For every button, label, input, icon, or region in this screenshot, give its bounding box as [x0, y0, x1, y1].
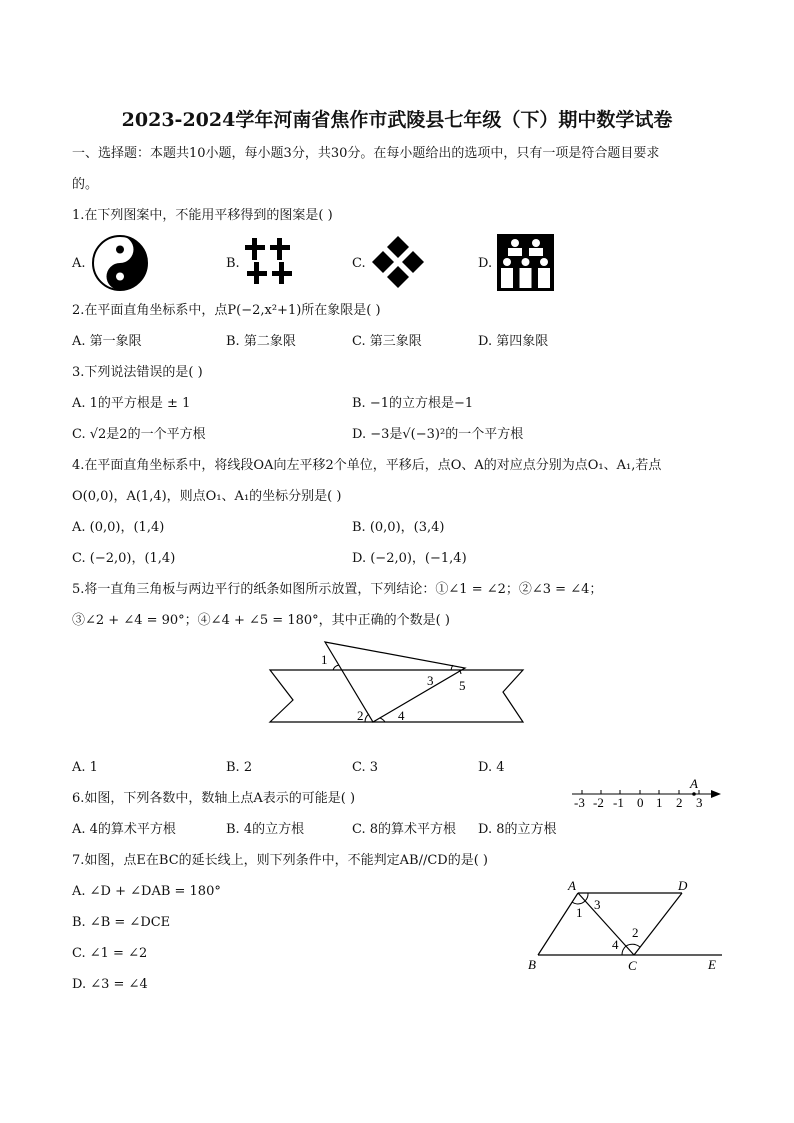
q7-angle-2: 2: [632, 925, 639, 940]
q7-point-d: D: [678, 878, 688, 893]
q6-tick-1: 1: [656, 795, 663, 810]
q6-point-a-label: A: [690, 776, 698, 791]
q5-angle-5: 5: [459, 678, 466, 693]
q4-stem-line2: O(0,0)，A(1,4)，则点O₁、A₁的坐标分别是( ): [72, 489, 342, 504]
q4-stem-line1: 4.在平面直角坐标系中，将线段OA向左平移2个单位，平移后，点O、A的对应点分别为点O₁、A₁,若点: [72, 458, 662, 473]
q3-option-c: C. √2是2的一个平方根: [72, 427, 206, 442]
section-instruction-line2: 的。: [72, 177, 99, 192]
q5-triangle-strip-figure: [265, 638, 530, 728]
q7-parallelogram-figure: [522, 875, 728, 975]
q1-stem: 1.在下列图案中，不能用平移得到的图案是( ): [72, 208, 333, 223]
q7-option-a: A. ∠D + ∠DAB = 180°: [72, 884, 221, 899]
q3-stem: 3.下列说法错误的是( ): [72, 365, 203, 380]
diamond-pattern-icon: [370, 234, 426, 290]
q6-option-c: C. 8的算术平方根: [352, 822, 457, 837]
page-title: 2023-2024学年河南省焦作市武陵县七年级（下）期中数学试卷: [121, 109, 673, 131]
q4-option-c: C. (−2,0)，(1,4): [72, 551, 176, 566]
q3-option-d: D. −3是√(−3)²的一个平方根: [352, 427, 524, 442]
q6-tick-3: 3: [696, 795, 703, 810]
q2-option-b: B. 第二象限: [226, 334, 296, 349]
q5-option-d: D. 4: [478, 760, 505, 775]
q4-option-a: A. (0,0)，(1,4): [72, 520, 165, 535]
q7-point-c: C: [628, 958, 637, 973]
q5-angle-1: 1: [321, 652, 328, 667]
q6-number-line: [568, 778, 724, 808]
section-instruction-line1: 一、选择题：本题共10小题，每小题3分，共30分。在每小题给出的选项中，只有一项是符合题目要求: [72, 146, 660, 161]
q5-option-a: A. 1: [72, 760, 98, 775]
q6-option-a: A. 4的算术平方根: [72, 822, 176, 837]
q2-option-a: A. 第一象限: [72, 334, 142, 349]
q6-tick-0: 0: [637, 795, 644, 810]
q7-option-d: D. ∠3 = ∠4: [72, 977, 148, 992]
q2-stem: 2.在平面直角坐标系中，点P(−2,x²+1)所在象限是( ): [72, 303, 381, 318]
q7-angle-1: 1: [576, 905, 583, 920]
q3-option-a: A. 1的平方根是 ± 1: [72, 396, 191, 411]
q7-option-c: C. ∠1 = ∠2: [72, 946, 148, 961]
q1-option-a: A.: [72, 256, 86, 271]
q5-angle-2: 2: [357, 708, 364, 723]
q1-option-c: C.: [352, 256, 366, 271]
q6-tick-n2: -2: [593, 795, 604, 810]
q6-option-d: D. 8的立方根: [478, 822, 557, 837]
cross-pattern-icon: [244, 236, 294, 286]
q4-option-b: B. (0,0)，(3,4): [352, 520, 445, 535]
q2-option-c: C. 第三象限: [352, 334, 422, 349]
q1-option-b: B.: [226, 256, 240, 271]
q1-option-d: D.: [478, 256, 493, 271]
q4-option-d: D. (−2,0)，(−1,4): [352, 551, 467, 566]
q7-point-a: A: [568, 878, 576, 893]
q6-stem: 6.如图，下列各数中，数轴上点A表示的可能是( ): [72, 791, 356, 806]
q5-angle-3: 3: [427, 673, 434, 688]
q7-stem: 7.如图，点E在BC的延长线上，则下列条件中，不能判定AB//CD的是( ): [72, 853, 488, 868]
q6-tick-n1: -1: [613, 795, 624, 810]
people-podium-icon: [497, 234, 554, 291]
yin-yang-icon: [91, 234, 149, 292]
q7-angle-4: 4: [612, 937, 619, 952]
q7-point-e: E: [708, 957, 716, 972]
q5-stem-line1: 5.将一直角三角板与两边平行的纸条如图所示放置，下列结论：①∠1 = ∠2；②∠3 = ∠4；: [72, 582, 603, 597]
q5-stem-line2: ③∠2 + ∠4 = 90°；④∠4 + ∠5 = 180°，其中正确的个数是( ): [72, 613, 450, 628]
q5-angle-4: 4: [398, 708, 405, 723]
q6-tick-2: 2: [676, 795, 683, 810]
q2-option-d: D. 第四象限: [478, 334, 549, 349]
q7-option-b: B. ∠B = ∠DCE: [72, 915, 171, 930]
q7-point-b: B: [528, 957, 536, 972]
q6-option-b: B. 4的立方根: [226, 822, 305, 837]
q7-angle-3: 3: [594, 897, 601, 912]
q5-option-b: B. 2: [226, 760, 253, 775]
q6-tick-n3: -3: [574, 795, 585, 810]
q3-option-b: B. −1的立方根是−1: [352, 396, 474, 411]
q5-option-c: C. 3: [352, 760, 379, 775]
